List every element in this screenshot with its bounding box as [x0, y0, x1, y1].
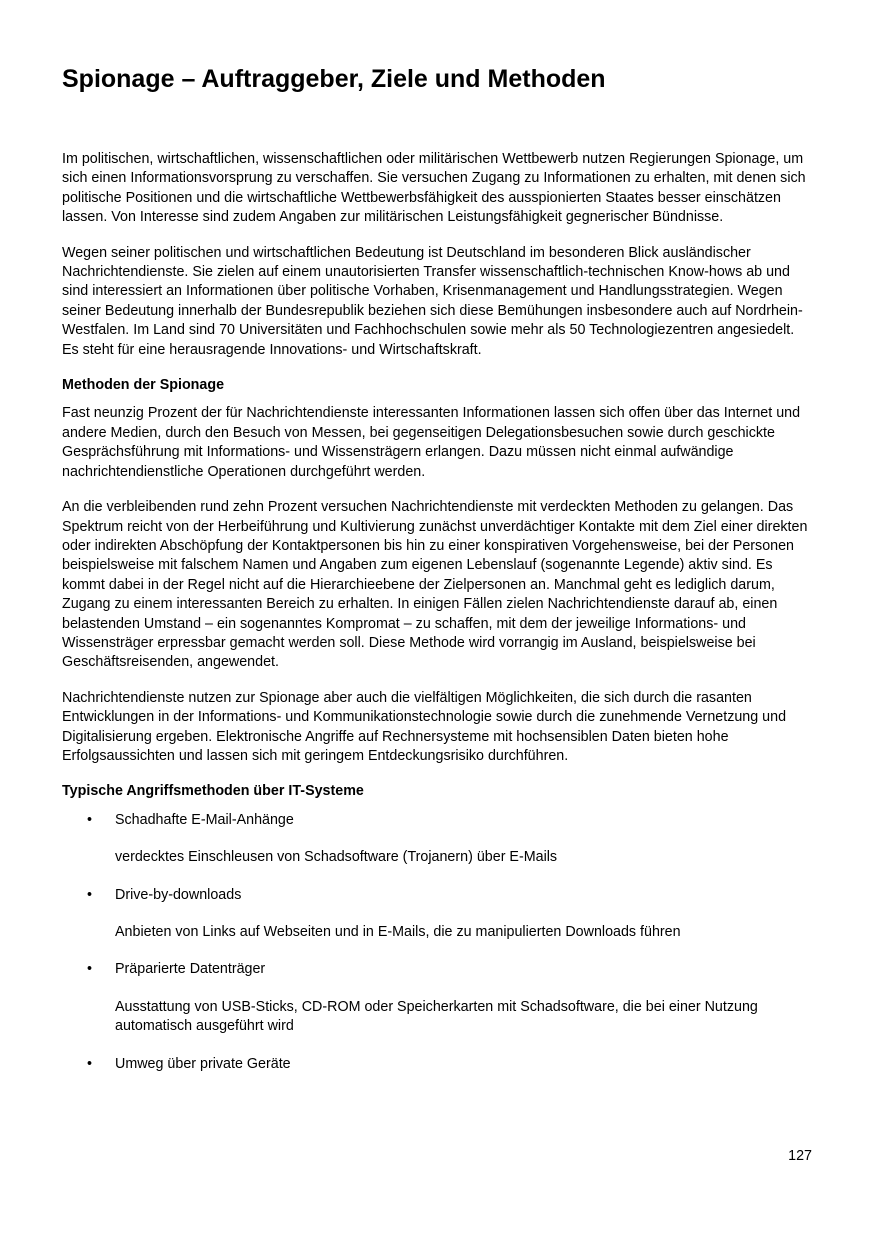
- germany-paragraph: Wegen seiner politischen und wirtschaftlichen Bedeutung ist Deutschland im besonderen Blick ausländischer Nachrichtendienste. Sie zielen auf einem unautorisierten Transfer wissenschaftlich-technischen Know-hows ab und sind interessiert an Informationen über politische Vorhaben, Krisenmanagement und Handlungsstrategien. Wegen seiner Bedeutung innerhalb der Bundesrepublik beziehen sich diese Bemühungen insbesondere auch auf Nordrhein-Westfalen. Im Land sind 70 Universitäten und Fachhochschulen sowie mehr als 50 Technologiezentren angesiedelt. Es steht für eine herausragende Innovations- und Wirtschaftskraft.: [62, 244, 803, 358]
- list-item-label: Drive-by-downloads: [115, 886, 242, 903]
- attack-methods-list: [62, 811, 814, 1074]
- list-item-label: Präparierte Datenträger: [115, 961, 266, 978]
- page-number: 127: [788, 1148, 812, 1164]
- page-title: Spionage – Auftraggeber, Ziele und Methoden: [62, 65, 606, 93]
- bullet-icon: •: [87, 961, 93, 978]
- list-item: [62, 811, 814, 868]
- document-body: [62, 150, 814, 1092]
- bullet-icon: •: [87, 811, 93, 828]
- bullet-icon: •: [87, 1055, 93, 1072]
- list-item-label: Schadhafte E-Mail-Anhänge: [115, 811, 294, 828]
- methods-paragraph-covert: An die verbleibenden rund zehn Prozent versuchen Nachrichtendienste mit verdeckten Methoden zu gelangen. Das Spektrum reicht von der Herbeiführung und Kultivierung zunächst unverdächtiger Kontakte mit dem Ziel einer direkten oder indirekten Abschöpfung der Kontaktpersonen bis hin zu einer konspirativen Vorgehensweise, bei der Personen beispielsweise mit falschem Namen und Angaben zum eigenen Lebenslauf (sogenannte Legende) aktiv sind. Es kommt dabei in der Regel nicht auf die Hierarchieebene der Zielpersonen an. Manchmal geht es lediglich darum, Zugang zu einem interessanten Bereich zu erhalten. In einigen Fällen zielen Nachrichtendienste darauf ab, einen belastenden Umstand – ein sogenanntes Kompromat – zu schaffen, mit dem der jeweilige Informations- und Wissensträger erpressbar gemacht werden soll. Diese Methode wird vorrangig im Ausland, beispielsweise bei Geschäftsreisenden, angewendet.: [62, 499, 808, 671]
- list-item-label: Umweg über private Geräte: [115, 1055, 291, 1072]
- list-item: [62, 886, 814, 943]
- bullet-icon: •: [87, 886, 93, 903]
- methods-paragraph-open-sources: Fast neunzig Prozent der für Nachrichtendienste interessanten Informationen lassen sich offen über das Internet und andere Medien, durch den Besuch von Messen, bei gegenseitigen Delegationsbesuchen sowie durch geschickte Gesprächsführung mit Informations- und Wissensträgern erlangen. Dazu müssen nicht einmal aufwändige nachrichtendienstliche Operationen durchgeführt werden.: [62, 405, 801, 480]
- list-item: [62, 960, 814, 1036]
- methods-heading: Methoden der Spionage: [62, 377, 225, 394]
- list-item-description: verdecktes Einschleusen von Schadsoftware (Trojanern) über E-Mails: [115, 849, 558, 866]
- list-item: [62, 1055, 814, 1074]
- intro-paragraph: Im politischen, wirtschaftlichen, wissenschaftlichen oder militärischen Wettbewerb nutzen Regierungen Spionage, um sich einen Informationsvorsprung zu verschaffen. Sie versuchen Zugang zu Informationen zu erhalten, mit denen sich politische Positionen und die wirtschaftliche Wettbewerbsfähigkeit des ausspionierten Staates besser einschätzen lassen. Von Interesse sind zudem Angaben zur militärischen Leistungsfähigkeit gegnerischer Bündnisse.: [62, 151, 806, 226]
- methods-paragraph-cyber: Nachrichtendienste nutzen zur Spionage aber auch die vielfältigen Möglichkeiten, die sich durch die rasanten Entwicklungen in der Informations- und Kommunikationstechnologie sowie durch die zunehmende Vernetzung und Digitalisierung ergeben. Elektronische Angriffe auf Rechnersysteme mit hochsensiblen Daten bieten hohe Erfolgsaussichten und lassen sich mit geringem Entdeckungsrisiko durchführen.: [62, 689, 787, 764]
- attacks-heading: Typische Angriffsmethoden über IT-Systeme: [62, 783, 364, 800]
- list-item-description: Ausstattung von USB-Sticks, CD-ROM oder Speicherkarten mit Schadsoftware, die bei einer Nutzung automatisch ausgeführt wird: [115, 998, 758, 1035]
- list-item-description: Anbieten von Links auf Webseiten und in E-Mails, die zu manipulierten Downloads führen: [115, 924, 681, 940]
